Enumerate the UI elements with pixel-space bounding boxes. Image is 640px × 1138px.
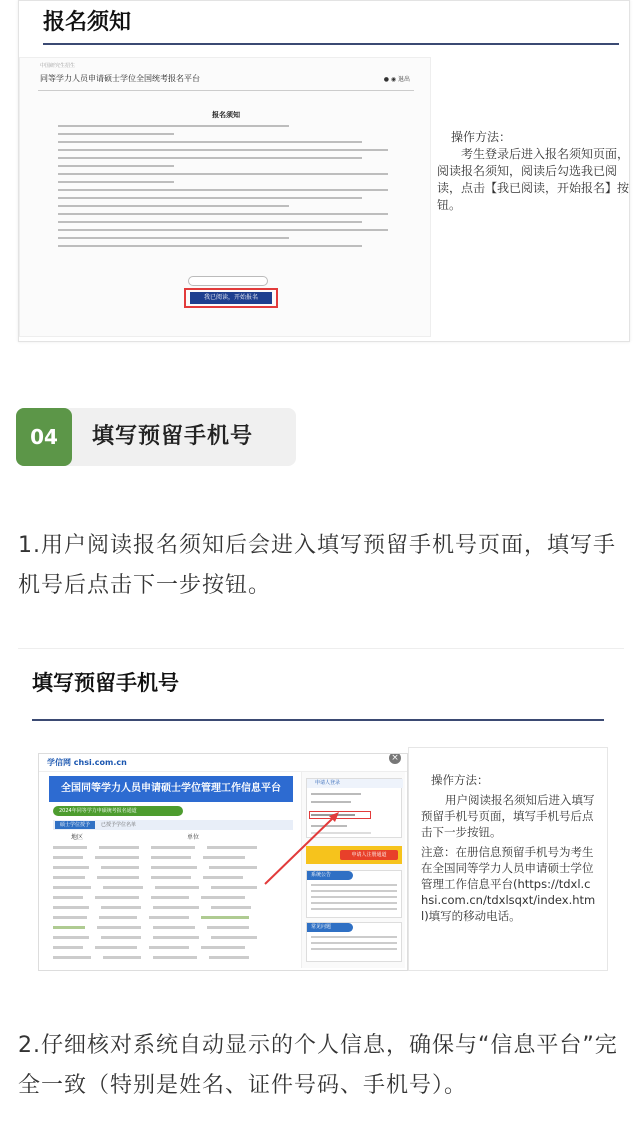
table-row [53,904,293,912]
table-row [53,924,293,932]
screenshot-divider [38,90,414,91]
unit-table-header [53,832,293,842]
unit-tabs [53,820,293,830]
step-number-badge: 04 [16,408,72,466]
step-header [16,408,296,466]
user-info-header: 申请人登录 [307,779,403,788]
screenshot-portal-title: 同等学力人员申请硕士学位全国统考报名平台 [40,74,200,83]
phone-card-divider [32,719,604,721]
table-row [53,854,293,862]
unit-table [53,844,293,964]
notice-title: 报名须知 [43,10,132,35]
screenshot-header [39,754,408,772]
screenshot-notice-heading: 报名须知 [212,111,240,119]
register-channel-button[interactable]: 申请人注册通道 [340,850,398,860]
table-row [53,874,293,882]
platform-banner: 全国同等学力人员申请硕士学位管理工作信息平台 [49,776,293,802]
notice-box-title: 系统公告 [307,871,353,880]
chsi-logo: 学信网 chsi.com.cn [47,758,127,767]
operation-text: 用户阅读报名须知后进入填写预留手机号页面，填写手机号后点击下一步按钮。 [421,793,595,839]
tab-degree-units[interactable]: 硕士学位授予 [55,821,95,829]
screenshot-top-label: 中国研究生招生 [40,63,76,69]
phone-card-title: 填写预留手机号 [32,671,179,695]
table-row [53,914,293,922]
tab-awarded-list[interactable]: 已授予学位名单 [101,822,137,828]
table-row [53,844,293,852]
operation-header: 操作方法： [431,773,489,787]
column-unit: 单位 [187,834,200,841]
close-icon[interactable]: × [389,753,401,764]
table-row [53,954,293,962]
table-row [53,944,293,952]
phone-card [18,648,624,974]
platform-screenshot [38,753,408,971]
table-row [53,894,293,902]
notice-screenshot [19,57,431,337]
operation-text: 考生登录后进入报名须知页面，阅读报名须知，阅读后勾选我已阅读，点击【我已阅读，开始报名】按钮。 [437,147,630,212]
registration-entry-bar[interactable]: 2024年同等学力申硕统考报名通道 [53,806,183,816]
notice-card [18,0,630,342]
table-row [53,934,293,942]
step-title: 填写预留手机号 [92,424,254,449]
agree-checkbox[interactable] [188,276,268,286]
title-divider [43,43,619,45]
operation-header: 操作方法： [451,130,512,144]
column-region: 地区 [71,834,84,841]
phone-operation-instructions [408,747,608,971]
notice-operation-instructions [437,129,629,214]
instruction-paragraph-1: 1.用户阅读报名须知后会进入填写预留手机号页面，填写手机号后点击下一步按钮。 [18,533,616,598]
faq-box-title: 常见问题 [307,923,353,932]
instruction-paragraph-2: 2.仔细核对系统自动显示的个人信息，确保与“信息平台”完全一致（特别是姓名、证件号码、手机号）。 [18,1033,618,1098]
faq-box [306,922,402,962]
pointer-arrow-icon [259,804,349,894]
operation-note: 注意：在册信息预留手机号为考生在全国同等学力人员申请硕士学位管理工作信息平台(https://tdxl.chsi.com.cn/tdxlsqxt/index.html)填写的移动电话。 [421,845,596,923]
start-registration-button[interactable]: 我已阅读，开始报名 [190,292,272,304]
table-row [53,884,293,892]
notice-body-text [58,125,388,253]
screenshot-user-icons: ● ◉ 退出 [383,76,410,83]
table-row [53,864,293,872]
